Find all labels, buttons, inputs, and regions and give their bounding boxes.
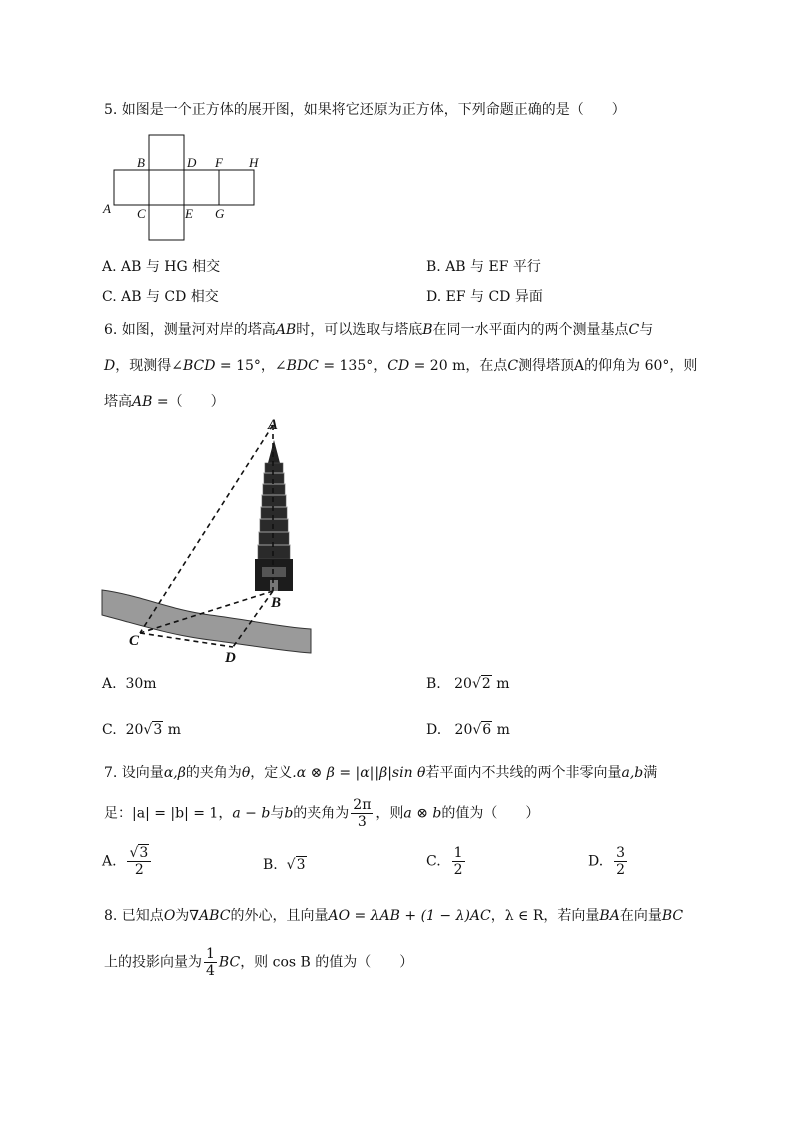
q7-option-c: C. $\frac{1}{2}$ bbox=[426, 845, 463, 878]
q5-option-c: C. AB 与 CD 相交 bbox=[102, 289, 219, 305]
q6-tower-figure bbox=[100, 415, 315, 665]
net-square-1 bbox=[114, 170, 149, 205]
q5-option-a: A. AB 与 HG 相交 bbox=[102, 259, 221, 275]
net-square-top bbox=[149, 135, 184, 170]
label-D: D bbox=[225, 650, 236, 665]
q8-stem-line1: 8. 已知点O为∇ABC的外心，且向量AO = λAB + (1 − λ)AC，λ ∈ R，若向量BA在向量BC bbox=[104, 908, 684, 924]
label-C: C bbox=[129, 633, 140, 649]
net-square-4 bbox=[219, 170, 254, 205]
q7-option-a: A. $\frac{√3}{2}$ bbox=[102, 845, 153, 878]
q5-stem: 5. 如图是一个正方体的展开图，如果将它还原为正方体，下列命题正确的是（ ） bbox=[104, 102, 626, 118]
q8-stem-line2: 上的投影向量为 $\frac{1}{4}$ BC，则 cos B 的值为（ ） bbox=[104, 946, 414, 979]
label-E: E bbox=[185, 206, 193, 221]
q5-option-d: D. EF 与 CD 异面 bbox=[426, 289, 543, 305]
q7-option-d: D. $\frac{3}{2}$ bbox=[588, 845, 626, 878]
q7-stem-line2: 足：|a| = |b| = 1，a − b与b的夹角为 $\frac{2\pi}{3}$ ，则a ⊗ b的值为（ ） bbox=[104, 797, 540, 830]
label-C: C bbox=[137, 206, 146, 221]
q5-option-b: B. AB 与 EF 平行 bbox=[426, 259, 541, 275]
label-A: A bbox=[103, 201, 111, 216]
net-square-3 bbox=[184, 170, 219, 205]
net-square-bottom bbox=[149, 205, 184, 240]
q7-option-b: B. √3 bbox=[263, 857, 306, 873]
q6-option-c: C. 20√3 m bbox=[102, 722, 181, 738]
q6-stem-line2: D，现测得∠BCD = 15°，∠BDC = 135°，CD = 20 m，在点C测得塔顶A的仰角为 60°，则 bbox=[104, 358, 698, 374]
q6-stem-line3: 塔高AB =（ ） bbox=[104, 394, 225, 410]
tower-illustration bbox=[255, 440, 293, 591]
q8-projection-fraction: $\frac{1}{4}$ bbox=[206, 946, 215, 979]
q5-cube-net-figure bbox=[100, 130, 270, 245]
net-square-2 bbox=[149, 170, 184, 205]
q6-option-d: D. 20√6 m bbox=[426, 722, 510, 738]
label-F: F bbox=[215, 155, 223, 170]
q7-stem-line1: 7. 设向量α,β的夹角为θ，定义.α ⊗ β = |α||β|sin θ若平面内不共线的两个非零向量a,b满 bbox=[104, 765, 658, 781]
label-D: D bbox=[187, 155, 197, 170]
label-G: G bbox=[215, 206, 225, 221]
q6-option-b: B. 20√2 m bbox=[426, 676, 510, 692]
label-B: B bbox=[137, 155, 145, 170]
q6-stem-line1: 6. 如图，测量河对岸的塔高AB时，可以选取与塔底B在同一水平面内的两个测量基点C与 bbox=[104, 322, 654, 338]
label-B: B bbox=[271, 595, 282, 611]
label-A: A bbox=[268, 417, 279, 433]
q6-option-a: A. 30m bbox=[102, 676, 157, 692]
q7-angle-fraction: $\frac{2\pi}{3}$ bbox=[353, 797, 372, 830]
label-H: H bbox=[249, 155, 259, 170]
